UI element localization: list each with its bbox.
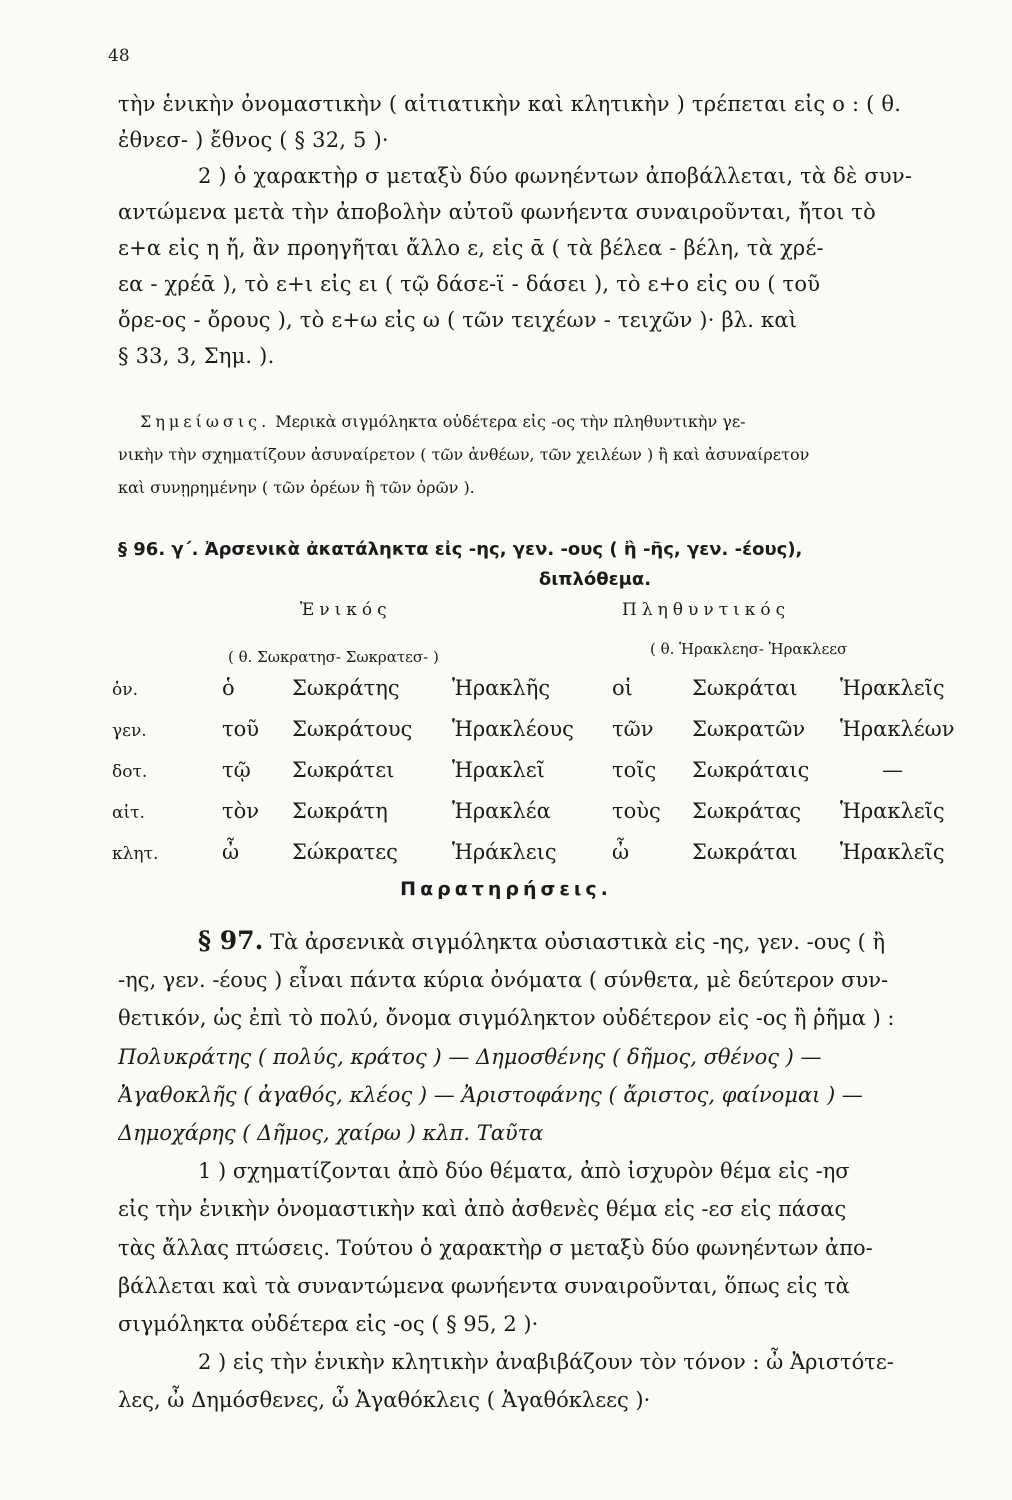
socrates-singular: Σωκράτη [292,799,388,823]
heracles-plural: Ἡρακλεῖς [840,676,945,700]
text-line: βάλλεται καὶ τὰ συναντώμενα φωνήεντα συναιροῦνται, ὅπως εἰς τὰ [118,1273,850,1298]
article-singular: τοῦ [222,717,260,741]
article-plural: τῶν [612,717,654,741]
text-line: § 33, 3, Σημ. ). [118,344,275,368]
declension-table [112,676,972,881]
article-singular: τῷ [222,758,251,782]
note-line: νικὴν τὴν σχηματίζουν ἀσυναίρετον ( τῶν ἀνθέων, τῶν χειλέων ) ἢ καὶ ἀσυναίρετον [118,445,810,464]
article-plural: τοῖς [612,758,657,782]
text-line: Δημοχάρης ( Δῆμος, χαίρω ) κλπ. Ταῦτα [118,1121,544,1146]
plural-stem: ( θ. Ἡρακλεησ- Ἡρακλεεσ [650,640,848,658]
text-line: -ης, γεν. -έους ) εἶναι πάντα κύρια ὀνόματα ( σύνθετα, μὲ δεύτερον συν- [118,968,889,993]
article-singular: ὦ [222,840,240,864]
singular-stem: ( θ. Σωκρατησ- Σωκρατεσ- ) [228,648,439,666]
socrates-singular: Σωκράτει [292,758,395,782]
text-line: Τὰ ἀρσενικὰ σιγμόληκτα οὐσιαστικὰ εἰς -ης, γεν. -ους ( ἢ [269,930,886,954]
article-plural: οἱ [612,676,633,700]
note-line: Μερικὰ σιγμόληκτα οὐδέτερα εἰς -ος τὴν πληθυντικὴν γε- [275,412,746,431]
article-singular: ὁ [222,676,235,700]
article-plural: ὦ [612,840,630,864]
heracles-singular: Ἡρακλέους [452,717,574,741]
case-label: γεν. [112,721,147,741]
text-line: τὰς ἄλλας πτώσεις. Τούτου ὁ χαρακτὴρ σ μεταξὺ δύο φωνηέντων ἀπο- [118,1235,873,1260]
case-label: δοτ. [112,762,148,782]
text-line: Πολυκράτης ( πολύς, κράτος ) — Δημοσθένης ( δῆμος, σθένος ) — [118,1044,822,1069]
table-row [112,758,972,799]
article-plural: τοὺς [612,799,661,823]
text-line: τὴν ἑνικὴν ὀνομαστικὴν ( αἰτιατικὴν καὶ κλητικὴν ) τρέπεται εἰς ο : ( θ. [118,92,902,116]
socrates-plural: Σωκράταις [692,758,810,782]
section-96-title: § 96. γ΄. Ἀρσενικὰ ἀκατάληκτα εἰς -ης, γεν. -ους ( ἢ -ῆς, γεν. -έους), [118,539,803,560]
section-96-heading [118,535,972,595]
text-line: αντώμενα μετὰ τὴν ἀποβολὴν αὐτοῦ φωνήεντα συναιροῦνται, ἤτοι τὸ [118,200,876,224]
heracles-plural: — [882,758,903,782]
text-line: ε+α εἰς η ἤ, ἂν προηγῆται ἄλλο ε, εἰς ᾱ ( τὰ βέλεα - βέλη, τὰ χρέ- [118,236,824,260]
plural-header: Πληθυντικός [622,600,791,620]
article-singular: τὸν [222,799,260,823]
observations-title: Παρατηρήσεις. [400,878,612,900]
paragraph-95-continuation [118,86,952,374]
text-line: 2 ) εἰς τὴν ἑνικὴν κλητικὴν ἀναβιβάζουν τὸν τόνον : ὦ Ἀριστότε- [198,1350,894,1375]
text-line: 2 ) ὁ χαρακτὴρ σ μεταξὺ δύο φωνηέντων ἀποβάλλεται, τὰ δὲ συν- [198,164,913,188]
socrates-plural: Σωκράτας [692,799,802,823]
text-line: 1 ) σχηματίζονται ἀπὸ δύο θέματα, ἀπὸ ἰσχυρὸν θέμα εἰς -ησ [198,1159,850,1184]
socrates-singular: Σωκράτης [292,676,400,700]
case-label: ὀν. [112,680,138,700]
note-label: Σημείωσις. [140,412,271,431]
section-96-subtitle: διπλόθεμα. [538,569,652,590]
case-label: αἰτ. [112,803,145,823]
heracles-singular: Ἡράκλεις [452,840,557,864]
section-97-number: § 97. [198,926,264,955]
heracles-singular: Ἡρακλῆς [452,676,551,700]
heracles-singular: Ἡρακλεῖ [452,758,545,782]
socrates-singular: Σωκράτους [292,717,413,741]
text-line: θετικόν, ὡς ἐπὶ τὸ πολύ, ὄνομα σιγμόληκτον οὐδέτερον εἰς -ος ἢ ῥῆμα ) : [118,1006,895,1031]
singular-header: Ἑνικός [300,600,392,620]
text-line: Ἀγαθοκλῆς ( ἀγαθός, κλέος ) — Ἀριστοφάνης ( ἄριστος, φαίνομαι ) — [118,1082,863,1107]
socrates-singular: Σώκρατες [292,840,398,864]
text-line: ἐθνεσ- ) ἔθνος ( § 32, 5 )· [118,128,389,152]
text-line: λες, ὦ Δημόσθενες, ὦ Ἀγαθόκλεις ( Ἀγαθόκλεες )· [118,1388,651,1413]
text-line: ὄρε-ος - ὄρους ), τὸ ε+ω εἰς ω ( τῶν τειχέων - τειχῶν )· βλ. καὶ [118,308,798,332]
heracles-plural: Ἡρακλέων [840,717,955,741]
page-number: 48 [108,46,130,66]
text-line: εα - χρέᾱ ), τὸ ε+ι εἰς ει ( τῷ δάσε-ϊ - δάσει ), τὸ ε+ο εἰς ου ( τοῦ [118,272,821,296]
note-block [118,405,952,504]
table-row [112,676,972,717]
note-line: καὶ συνῃρημένην ( τῶν ὀρέων ἢ τῶν ὀρῶν ). [118,478,475,497]
case-label: κλητ. [112,844,159,864]
socrates-plural: Σωκράται [692,676,798,700]
text-line: εἰς τὴν ἑνικὴν ὀνομαστικὴν καὶ ἀπὸ ἀσθενὲς θέμα εἰς -εσ εἰς πάσας [118,1197,847,1222]
table-row [112,799,972,840]
paragraph-97 [118,922,957,1420]
heracles-plural: Ἡρακλεῖς [840,799,945,823]
socrates-plural: Σωκράται [692,840,798,864]
heracles-singular: Ἡρακλέα [452,799,551,823]
socrates-plural: Σωκρατῶν [692,717,806,741]
table-row [112,717,972,758]
text-line: σιγμόληκτα οὐδέτερα εἰς -ος ( § 95, 2 )· [118,1312,539,1337]
table-row [112,840,972,881]
heracles-plural: Ἡρακλεῖς [840,840,945,864]
